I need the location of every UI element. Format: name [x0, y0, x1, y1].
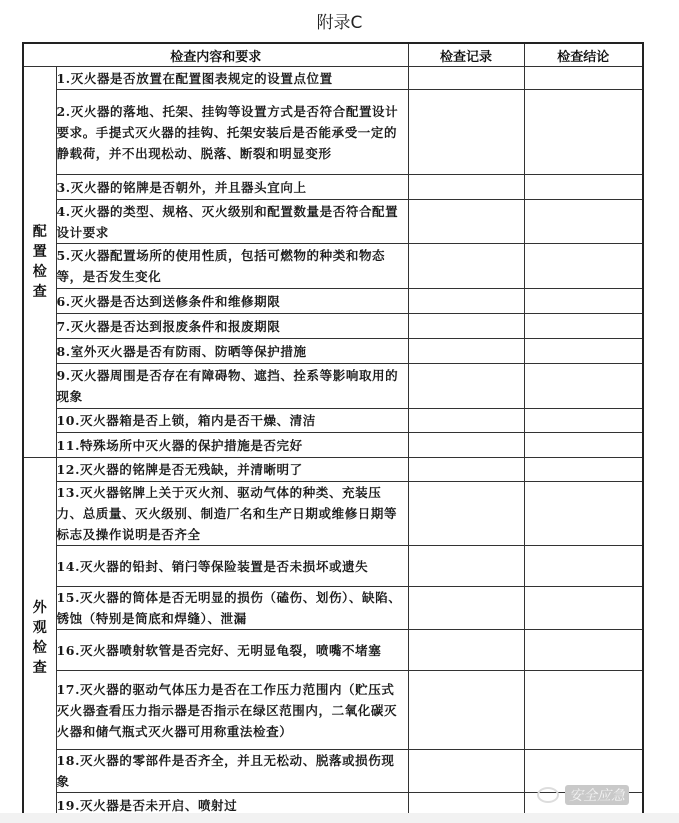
header-conclusion: 检查结论: [524, 43, 643, 67]
item-14: 14.灭火器的铅封、销闩等保险装置是否未损坏或遗失: [56, 546, 408, 587]
inspection-table: [22, 42, 644, 820]
record-cell[interactable]: [408, 339, 524, 364]
item-13: 13.灭火器铭牌上关于灭火剂、驱动气体的种类、充装压力、总质量、灭火级别、制造厂名和生产日期或维修日期等标志及操作说明是否齐全: [56, 482, 408, 546]
item-5: 5.灭火器配置场所的使用性质，包括可燃物的种类和物态等，是否发生变化: [56, 244, 408, 289]
conclusion-cell[interactable]: [524, 289, 643, 314]
table-row: [23, 433, 643, 458]
header-row: [23, 43, 643, 67]
item-10: 10.灭火器箱是否上锁，箱内是否干燥、清洁: [56, 409, 408, 433]
table-row: [23, 289, 643, 314]
conclusion-cell[interactable]: [524, 546, 643, 587]
record-cell[interactable]: [408, 671, 524, 750]
item-11: 11.特殊场所中灭火器的保护措施是否完好: [56, 433, 408, 458]
table-row: [23, 482, 643, 546]
record-cell[interactable]: [408, 314, 524, 339]
record-cell[interactable]: [408, 244, 524, 289]
table-row: [23, 200, 643, 244]
table-row: [23, 314, 643, 339]
conclusion-cell[interactable]: [524, 314, 643, 339]
table-row: [23, 587, 643, 630]
item-19: 19.灭火器是否未开启、喷射过: [56, 793, 408, 819]
conclusion-cell[interactable]: [524, 200, 643, 244]
record-cell[interactable]: [408, 630, 524, 671]
table-row: [23, 244, 643, 289]
record-cell[interactable]: [408, 546, 524, 587]
watermark-text: 安全应急: [565, 785, 629, 805]
item-12: 12.灭火器的铭牌是否无残缺，并清晰明了: [56, 458, 408, 482]
item-18: 18.灭火器的零部件是否齐全，并且无松动、脱落或损伤现象: [56, 750, 408, 793]
table-row: [23, 546, 643, 587]
wechat-icon: [537, 787, 559, 803]
conclusion-cell[interactable]: [524, 433, 643, 458]
table-row: [23, 364, 643, 409]
record-cell[interactable]: [408, 458, 524, 482]
category-char: 置: [32, 244, 47, 260]
conclusion-cell[interactable]: [524, 364, 643, 409]
record-cell[interactable]: [408, 67, 524, 90]
header-record: 检查记录: [408, 43, 524, 67]
page-bottom-margin: [0, 813, 679, 823]
conclusion-cell[interactable]: [524, 244, 643, 289]
conclusion-cell[interactable]: [524, 175, 643, 200]
item-7: 7.灭火器是否达到报废条件和报废期限: [56, 314, 408, 339]
category-config-check: [23, 67, 56, 458]
record-cell[interactable]: [408, 750, 524, 793]
category-char: 配: [32, 224, 47, 240]
item-1: 1.灭火器是否放置在配置图表规定的设置点位置: [56, 67, 408, 90]
conclusion-cell[interactable]: [524, 482, 643, 546]
item-15: 15.灭火器的筒体是否无明显的损伤（磕伤、划伤）、缺陷、锈蚀（特别是筒底和焊缝）、泄漏: [56, 587, 408, 630]
conclusion-cell[interactable]: [524, 409, 643, 433]
header-content: 检查内容和要求: [23, 43, 408, 67]
record-cell[interactable]: [408, 409, 524, 433]
record-cell[interactable]: [408, 587, 524, 630]
record-cell[interactable]: [408, 364, 524, 409]
table-row: [23, 175, 643, 200]
table-row: [23, 409, 643, 433]
item-4: 4.灭火器的类型、规格、灭火级别和配置数量是否符合配置设计要求: [56, 200, 408, 244]
item-6: 6.灭火器是否达到送修条件和维修期限: [56, 289, 408, 314]
conclusion-cell[interactable]: [524, 90, 643, 175]
table-row: [23, 90, 643, 175]
category-char: 查: [32, 284, 47, 300]
category-char: 检: [32, 639, 47, 656]
category-char: 外: [32, 599, 47, 616]
category-char: 查: [32, 659, 47, 676]
table-row: [23, 671, 643, 750]
table-row: [23, 339, 643, 364]
item-8: 8.室外灭火器是否有防雨、防晒等保护措施: [56, 339, 408, 364]
category-char: 检: [32, 264, 47, 280]
conclusion-cell[interactable]: [524, 458, 643, 482]
conclusion-cell[interactable]: [524, 587, 643, 630]
item-17: 17.灭火器的驱动气体压力是否在工作压力范围内（贮压式灭火器查看压力指示器是否指示在绿区范围内，二氧化碳灭火器和储气瓶式灭火器可用称重法检查）: [56, 671, 408, 750]
conclusion-cell[interactable]: [524, 339, 643, 364]
page-title: 附录C: [316, 13, 363, 33]
conclusion-cell[interactable]: [524, 671, 643, 750]
conclusion-cell[interactable]: [524, 67, 643, 90]
table-row: [23, 67, 643, 90]
item-9: 9.灭火器周围是否存在有障碍物、遮挡、拴系等影响取用的现象: [56, 364, 408, 409]
category-char: 观: [32, 619, 47, 636]
watermark: [537, 785, 629, 805]
record-cell[interactable]: [408, 90, 524, 175]
record-cell[interactable]: [408, 200, 524, 244]
record-cell[interactable]: [408, 433, 524, 458]
record-cell[interactable]: [408, 482, 524, 546]
category-appearance-check: [23, 458, 56, 819]
table-row: [23, 458, 643, 482]
record-cell[interactable]: [408, 175, 524, 200]
conclusion-cell[interactable]: [524, 630, 643, 671]
table-row: [23, 630, 643, 671]
item-2: 2.灭火器的落地、托架、挂钩等设置方式是否符合配置设计要求。手提式灭火器的挂钩、托架安装后是否能承受一定的静载荷，并不出现松动、脱落、断裂和明显变形: [56, 90, 408, 175]
item-16: 16.灭火器喷射软管是否完好、无明显龟裂，喷嘴不堵塞: [56, 630, 408, 671]
record-cell[interactable]: [408, 289, 524, 314]
item-3: 3.灭火器的铭牌是否朝外，并且器头宜向上: [56, 175, 408, 200]
